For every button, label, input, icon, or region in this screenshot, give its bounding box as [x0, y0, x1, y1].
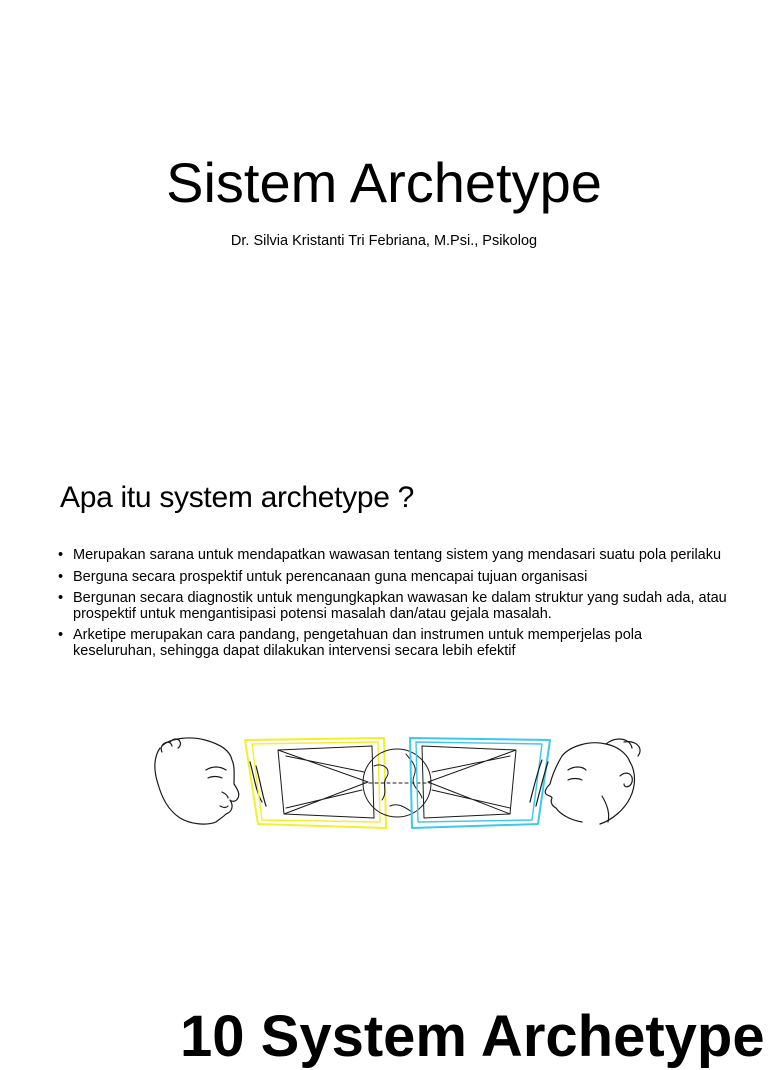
next-slide-title: 10 System Archetype [180, 1004, 765, 1069]
frame-right-icon [410, 738, 550, 828]
slide-definition [0, 440, 768, 1000]
mental-model-illustration [150, 736, 645, 830]
bullet-item: • Berguna secara prospektif untuk perencanaan guna mencapai tujuan organisasi [58, 570, 728, 586]
author-line: Dr. Silvia Kristanti Tri Febriana, M.Psi., Psikolog [230, 233, 538, 249]
bullet-item: • Bergunan secara diagnostik untuk mengungkapkan wawasan ke dalam struktur yang sudah ada, atau prospektif untuk mengantisipasi potensi masalah dan/atau gejala masalah. [58, 591, 728, 622]
face-left-icon [155, 738, 266, 824]
slide-title [0, 0, 768, 420]
slide-heading: Apa itu system archetype ? [60, 481, 415, 514]
bullet-list [58, 548, 728, 665]
next-slide-title-peek [0, 1004, 768, 1069]
presentation-title: Sistem Archetype [166, 151, 602, 214]
bullet-item: • Merupakan sarana untuk mendapatkan wawasan tentang sistem yang mendasari suatu pola perilaku [58, 548, 728, 564]
bullet-item: • Arketipe merupakan cara pandang, pengetahuan dan instrumen untuk memperjelas pola keseluruhan, sehingga dapat dilakukan intervensi secara lebih efektif [58, 628, 728, 659]
face-right-icon [530, 739, 640, 824]
